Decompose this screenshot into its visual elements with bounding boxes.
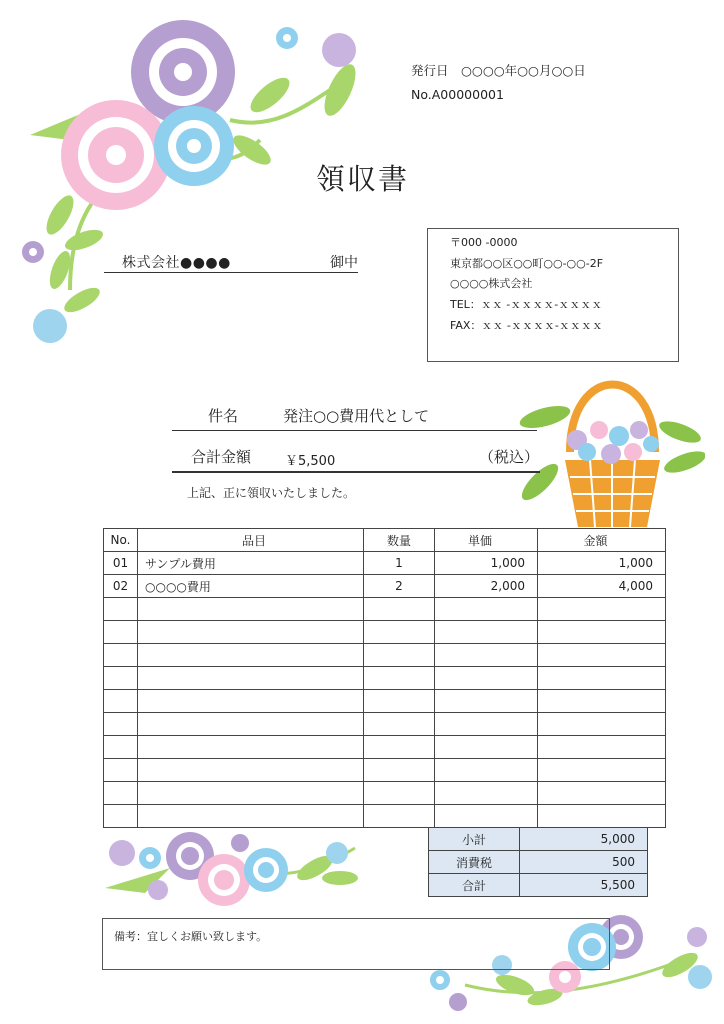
total-value: ￥5,500 bbox=[285, 454, 336, 469]
col-header-unit-price: 単価 bbox=[435, 529, 538, 552]
total-line bbox=[172, 441, 540, 473]
cell-item bbox=[138, 805, 364, 828]
cell-no bbox=[104, 667, 138, 690]
summary-label: 消費税 bbox=[429, 851, 520, 874]
cell-item bbox=[138, 736, 364, 759]
cell-amount bbox=[538, 759, 666, 782]
cell-no bbox=[104, 644, 138, 667]
cell-qty: 1 bbox=[364, 552, 435, 575]
items-table bbox=[103, 528, 666, 828]
col-header-amount: 金額 bbox=[538, 529, 666, 552]
table-row bbox=[104, 621, 666, 644]
confirmation-text: 上記、正に領収いたしました。 bbox=[187, 486, 356, 500]
cell-unit-price bbox=[435, 782, 538, 805]
cell-no bbox=[104, 690, 138, 713]
remarks-box bbox=[102, 918, 610, 970]
addressee-honorific: 御中 bbox=[330, 255, 358, 271]
cell-item bbox=[138, 644, 364, 667]
issuer-postal: 〒000 -0000 bbox=[450, 236, 518, 249]
table-header-row bbox=[104, 529, 666, 552]
table-row bbox=[104, 575, 666, 598]
cell-qty bbox=[364, 759, 435, 782]
cell-no bbox=[104, 782, 138, 805]
table-row bbox=[104, 690, 666, 713]
cell-qty bbox=[364, 782, 435, 805]
document-number: No.A00000001 bbox=[411, 87, 504, 102]
cell-no bbox=[104, 621, 138, 644]
cell-amount: 1,000 bbox=[538, 552, 666, 575]
subject-value: 発注○○費用代として bbox=[283, 407, 430, 425]
col-header-qty: 数量 bbox=[364, 529, 435, 552]
cell-qty bbox=[364, 690, 435, 713]
cell-amount bbox=[538, 690, 666, 713]
summary-row bbox=[429, 828, 648, 851]
total-label: 合計金額 bbox=[191, 448, 252, 466]
cell-item bbox=[138, 713, 364, 736]
cell-unit-price bbox=[435, 805, 538, 828]
cell-unit-price bbox=[435, 667, 538, 690]
issue-date: 発行日 ○○○○年○○月○○日 bbox=[411, 63, 586, 78]
table-row bbox=[104, 644, 666, 667]
cell-unit-price bbox=[435, 736, 538, 759]
cell-qty bbox=[364, 713, 435, 736]
cell-qty: 2 bbox=[364, 575, 435, 598]
cell-item bbox=[138, 759, 364, 782]
cell-no bbox=[104, 759, 138, 782]
cell-qty bbox=[364, 621, 435, 644]
tax-note: （税込） bbox=[479, 448, 540, 466]
cell-item bbox=[138, 782, 364, 805]
summary-value: 5,500 bbox=[520, 874, 648, 897]
cell-unit-price: 1,000 bbox=[435, 552, 538, 575]
cell-amount bbox=[538, 713, 666, 736]
cell-amount bbox=[538, 736, 666, 759]
summary-row bbox=[429, 851, 648, 874]
cell-unit-price bbox=[435, 621, 538, 644]
table-row bbox=[104, 667, 666, 690]
cell-item bbox=[138, 621, 364, 644]
addressee-line bbox=[104, 252, 358, 273]
cell-unit-price bbox=[435, 644, 538, 667]
cell-qty bbox=[364, 644, 435, 667]
cell-item bbox=[138, 667, 364, 690]
summary-row bbox=[429, 874, 648, 897]
cell-amount: 4,000 bbox=[538, 575, 666, 598]
addressee-name: 株式会社●●●● bbox=[122, 255, 231, 271]
cell-amount bbox=[538, 644, 666, 667]
cell-no bbox=[104, 598, 138, 621]
table-row bbox=[104, 598, 666, 621]
col-header-item: 品目 bbox=[138, 529, 364, 552]
cell-item: サンプル費用 bbox=[138, 552, 364, 575]
summary-value: 500 bbox=[520, 851, 648, 874]
table-row bbox=[104, 782, 666, 805]
summary-label: 小計 bbox=[429, 828, 520, 851]
cell-no bbox=[104, 805, 138, 828]
flower-basket-decoration bbox=[515, 372, 705, 532]
issuer-company: ○○○○株式会社 bbox=[450, 277, 533, 291]
page-title: 領収書 bbox=[316, 162, 410, 196]
cell-unit-price bbox=[435, 690, 538, 713]
table-row bbox=[104, 805, 666, 828]
cell-no: 02 bbox=[104, 575, 138, 598]
cell-no bbox=[104, 736, 138, 759]
cell-unit-price bbox=[435, 598, 538, 621]
cell-item bbox=[138, 690, 364, 713]
cell-no: 01 bbox=[104, 552, 138, 575]
cell-item bbox=[138, 598, 364, 621]
issuer-address: 東京都○○区○○町○○-○○-2F bbox=[450, 256, 604, 270]
cell-amount bbox=[538, 598, 666, 621]
cell-item: ○○○○費用 bbox=[138, 575, 364, 598]
flower-spray-bottom-left-decoration bbox=[100, 828, 370, 908]
cell-amount bbox=[538, 782, 666, 805]
cell-unit-price: 2,000 bbox=[435, 575, 538, 598]
cell-no bbox=[104, 713, 138, 736]
cell-amount bbox=[538, 621, 666, 644]
table-row bbox=[104, 713, 666, 736]
table-row bbox=[104, 552, 666, 575]
cell-qty bbox=[364, 805, 435, 828]
remarks-text: 備考：宜しくお願い致します。 bbox=[114, 930, 268, 943]
summary-value: 5,000 bbox=[520, 828, 648, 851]
summary-table bbox=[428, 827, 648, 897]
cell-qty bbox=[364, 736, 435, 759]
col-header-no: No. bbox=[104, 529, 138, 552]
subject-line bbox=[172, 400, 537, 431]
cell-amount bbox=[538, 667, 666, 690]
issuer-fax: FAX：ｘｘ -ｘｘｘｘ-ｘｘｘｘ bbox=[450, 318, 603, 332]
table-row bbox=[104, 759, 666, 782]
issuer-tel: TEL：ｘｘ -ｘｘｘｘ-ｘｘｘｘ bbox=[450, 298, 603, 312]
issuer-box bbox=[427, 228, 679, 362]
table-row bbox=[104, 736, 666, 759]
cell-qty bbox=[364, 598, 435, 621]
summary-label: 合計 bbox=[429, 874, 520, 897]
cell-amount bbox=[538, 805, 666, 828]
subject-label: 件名 bbox=[208, 407, 239, 425]
cell-unit-price bbox=[435, 713, 538, 736]
cell-qty bbox=[364, 667, 435, 690]
cell-unit-price bbox=[435, 759, 538, 782]
